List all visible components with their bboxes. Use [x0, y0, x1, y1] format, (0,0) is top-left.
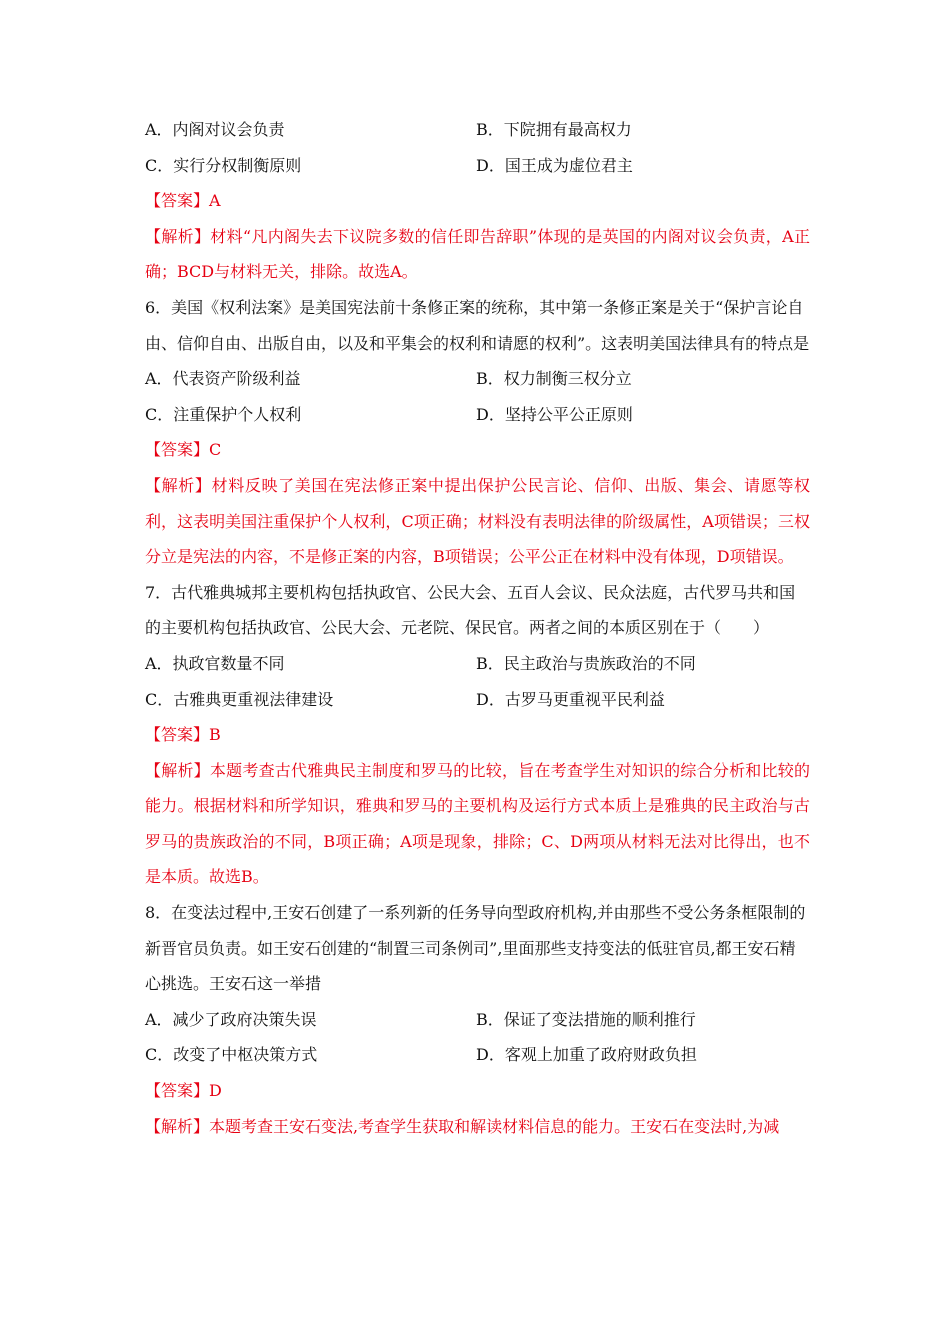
q6-answer-label: 【答案】 — [145, 440, 210, 460]
q7-option-b: B．民主政治与贵族政治的不同 — [476, 653, 696, 673]
q5-explanation-text: 材料“凡内阁失去下议院多数的信任即告辞职”体现的是英国的内阁对议会负责，A正确；BCD与材料无关，排除。故选A。 — [145, 226, 810, 282]
q6-explanation-label: 【解析】 — [145, 475, 212, 495]
q7-option-c: C．古雅典更重视法律建设 — [145, 689, 334, 709]
q5-options-row-1 — [145, 112, 810, 148]
q8-options-row-1 — [145, 1002, 810, 1038]
q7-answer-label: 【答案】 — [145, 725, 210, 745]
q5-explanation-label: 【解析】 — [145, 226, 211, 246]
q6-option-c: C．注重保护个人权利 — [145, 404, 302, 424]
q8-explanation — [145, 1109, 810, 1145]
q8-explanation-label: 【解析】 — [145, 1116, 210, 1136]
q7-answer — [145, 717, 810, 753]
q8-options-row-2 — [145, 1037, 810, 1073]
q8-answer — [145, 1073, 810, 1109]
q6-option-a: A．代表资产阶级利益 — [145, 369, 301, 389]
q7-stem: 7．古代雅典城邦主要机构包括执政官、公民大会、五百人会议、民众法庭，古代罗马共和国的主要机构包括执政官、公民大会、元老院、保民官。两者之间的本质区别在于（ ） — [145, 582, 796, 638]
q6-option-b: B．权力制衡三权分立 — [476, 369, 632, 389]
q8-option-a: A．减少了政府决策失误 — [145, 1009, 317, 1029]
q6-stem: 6．美国《权利法案》是美国宪法前十条修正案的统称，其中第一条修正案是关于“保护言论自由、信仰自由、出版自由，以及和平集会的权利和请愿的权利”。这表明美国法律具有的特点是 — [145, 297, 810, 353]
q6-explanation — [145, 468, 810, 575]
q8-answer-label: 【答案】 — [145, 1081, 210, 1101]
q6-options-row-2 — [145, 397, 810, 433]
q6-options-row-1 — [145, 361, 810, 397]
q5-option-d: D．国王成为虚位君主 — [476, 155, 633, 175]
q5-explanation — [145, 219, 810, 290]
q6-explanation-text: 材料反映了美国在宪法修正案中提出保护公民言论、信仰、出版、集会、请愿等权利，这表明美国注重保护个人权利，C项正确；材料没有表明法律的阶级属性，A项错误；三权分立是宪法的内容，不是修正案的内容，B项错误；公平公正在材料中没有体现，D项错误。 — [145, 475, 810, 567]
q8-answer-value: D — [209, 1081, 222, 1101]
q7-explanation — [145, 753, 810, 895]
q7-option-d: D．古罗马更重视平民利益 — [476, 689, 665, 709]
q5-answer — [145, 183, 810, 219]
q5-options-row-2 — [145, 148, 810, 184]
q8-option-d: D．客观上加重了政府财政负担 — [476, 1045, 697, 1065]
q8-explanation-text: 本题考查王安石变法,考查学生获取和解读材料信息的能力。王安石在变法时,为减 — [209, 1116, 780, 1136]
q7-options-row-2 — [145, 682, 810, 718]
q7-explanation-text: 本题考查古代雅典民主制度和罗马的比较，旨在考查学生对知识的综合分析和比较的能力。根据材料和所学知识，雅典和罗马的主要机构及运行方式本质上是雅典的民主政治与古罗马的贵族政治的不同，B项正确；A项是现象，排除；C、D两项从材料无法对比得出，也不是本质。故选B。 — [145, 760, 810, 887]
q5-option-c: C．实行分权制衡原则 — [145, 155, 302, 175]
q7-options-row-1 — [145, 646, 810, 682]
q6-option-d: D．坚持公平公正原则 — [476, 404, 633, 424]
q7-option-a: A．执政官数量不同 — [145, 653, 285, 673]
q8-stem: 8．在变法过程中,王安石创建了一系列新的任务导向型政府机构,并由那些不受公务条框限制的新晋官员负责。如王安石创建的“制置三司条例司”,里面那些支持变法的低驻官员,都王安石精心挑选。王安石这一举措 — [145, 903, 806, 994]
q7-explanation-label: 【解析】 — [145, 760, 210, 780]
q5-option-b: B．下院拥有最高权力 — [476, 120, 632, 139]
document-content — [145, 112, 810, 1144]
q5-option-a: A．内阁对议会负责 — [145, 120, 285, 139]
q6-answer — [145, 432, 810, 468]
q8-option-b: B．保证了变法措施的顺利推行 — [476, 1009, 696, 1029]
q6-answer-value: C — [209, 440, 222, 460]
q8-option-c: C．改变了中枢决策方式 — [145, 1045, 318, 1065]
q5-answer-label: 【答案】 — [145, 191, 210, 211]
q5-answer-value: A — [209, 191, 221, 211]
q7-answer-value: B — [209, 725, 221, 745]
